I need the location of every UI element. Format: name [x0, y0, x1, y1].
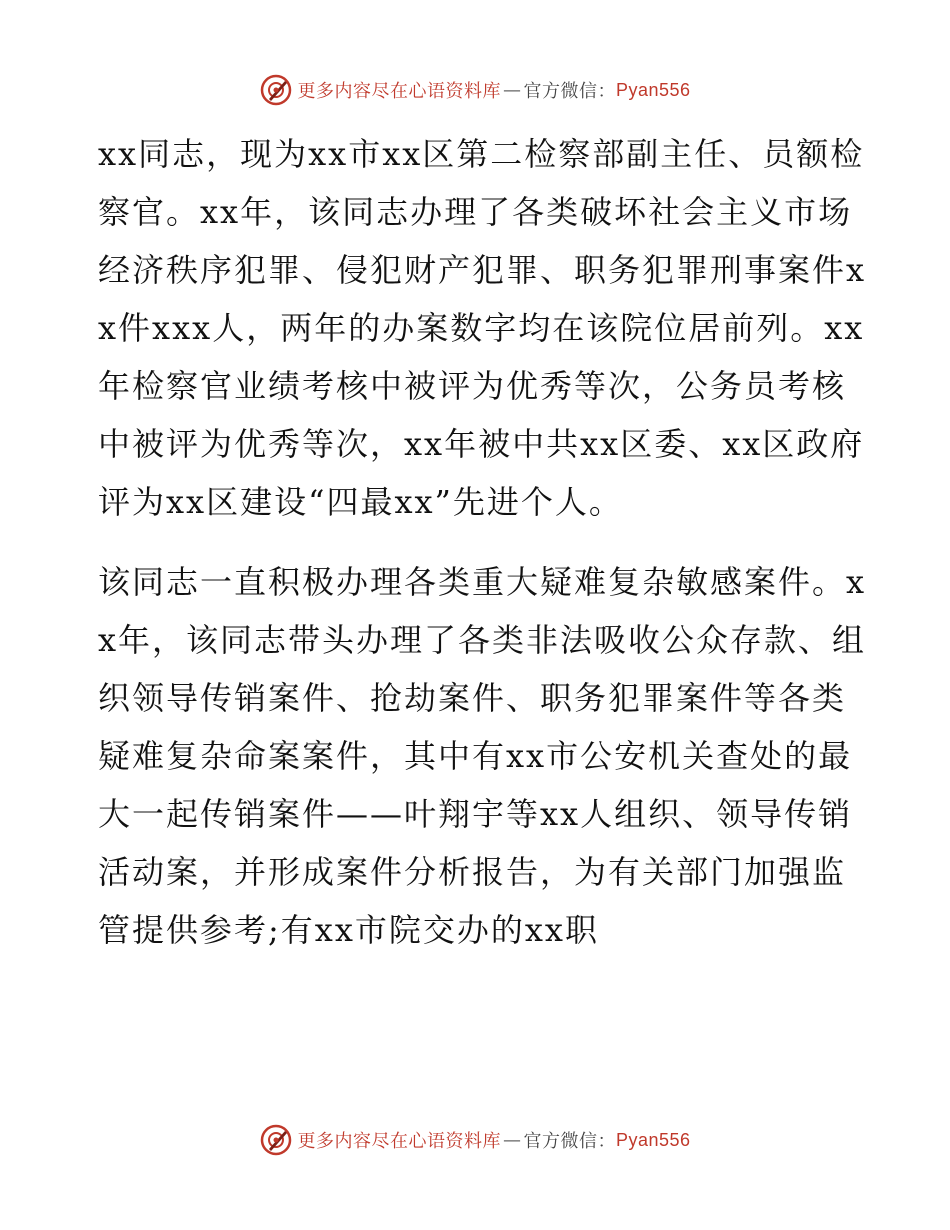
- banner-dash: —: [502, 79, 522, 101]
- banner-official-label: 官方微信：: [523, 1131, 616, 1152]
- library-logo-icon: [259, 1123, 293, 1157]
- paragraph-2: 该同志一直积极办理各类重大疑难复杂敏感案件。xx年，该同志带头办理了各类非法吸收公众存款、组织领导传销案件、抢劫案件、职务犯罪案件等各类疑难复杂命案案件，其中有xx市公安机关查处的最大一起传销案件——叶翔宇等xx人组织、领导传销活动案，并形成案件分析报告，为有关部门加强监管提供参考;有xx市院交办的xx职: [98, 563, 867, 949]
- banner-dash: —: [502, 1129, 522, 1151]
- banner-wechat-id: Pyan556: [615, 79, 691, 100]
- banner-wechat-id: Pyan556: [615, 1129, 691, 1150]
- header-banner: [0, 70, 950, 110]
- paragraph-1: xx同志，现为xx市xx区第二检察部副主任、员额检察官。xx年，该同志办理了各类破坏社会主义市场经济秩序犯罪、侵犯财产犯罪、职务犯罪刑事案件xx件xxx人，两年的办案数字均在该院位居前列。xx年检察官业绩考核中被评为优秀等次，公务员考核中被评为优秀等次，xx年被中共xx区委、xx区政府评为xx区建设“四最xx”先进个人。: [98, 135, 867, 521]
- banner-brand-text: 更多内容尽在心语资料库: [297, 81, 501, 102]
- library-logo-icon: [259, 73, 293, 107]
- banner-official-label: 官方微信：: [523, 81, 616, 102]
- footer-banner: [0, 1120, 950, 1160]
- document-body: [98, 125, 868, 981]
- banner-brand-text: 更多内容尽在心语资料库: [297, 1131, 501, 1152]
